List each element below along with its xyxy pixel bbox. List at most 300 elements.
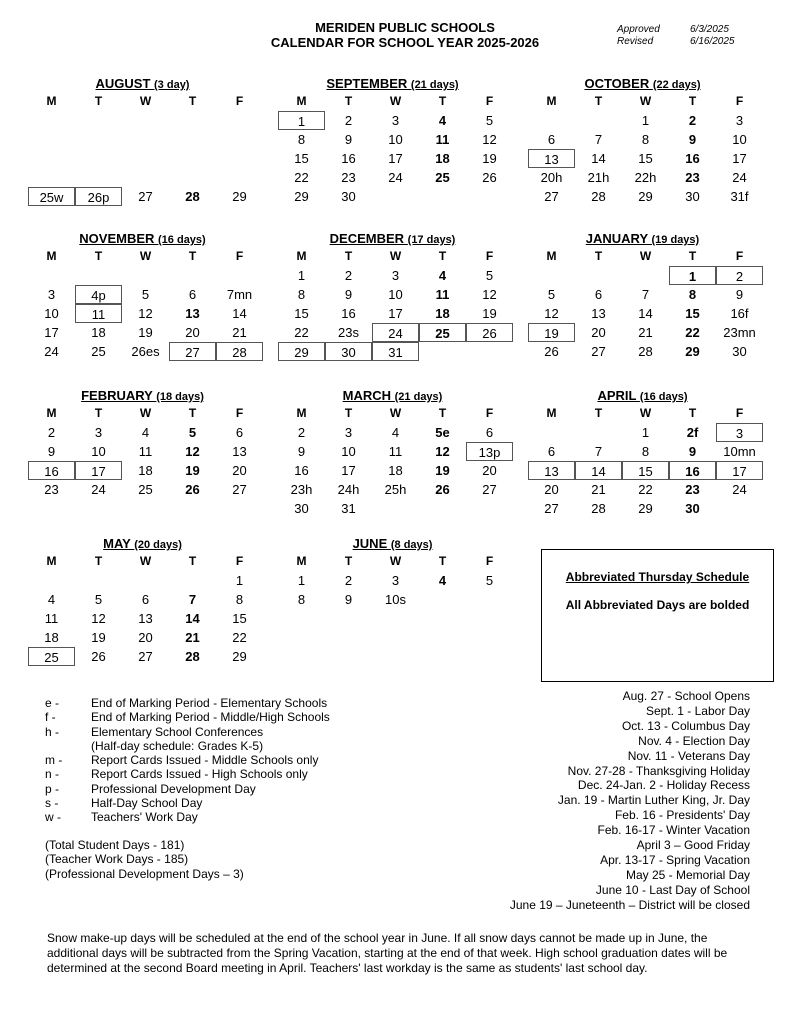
weekday-header: M: [546, 94, 557, 108]
legend-item: [45, 796, 330, 810]
day-cell: 22: [685, 325, 700, 340]
legend-code: m -: [45, 753, 63, 768]
day-cell: 26: [91, 649, 106, 664]
day-cell: 3: [735, 113, 744, 128]
day-cell: 17: [75, 461, 122, 480]
day-cell: 28: [185, 189, 200, 204]
weekday-header: M: [46, 94, 57, 108]
day-cell: 3: [94, 425, 103, 440]
day-cell: 13: [232, 444, 247, 459]
day-cell: 10mn: [723, 444, 756, 459]
weekday-header: M: [296, 406, 307, 420]
empty-cell: [28, 266, 75, 285]
day-cell: 4: [141, 425, 150, 440]
day-cell: 2: [297, 425, 306, 440]
weekday-header: M: [296, 554, 307, 568]
month-name: APRIL: [597, 388, 640, 403]
month-november: [20, 230, 265, 361]
day-cell: 5: [547, 287, 556, 302]
month-march: [270, 387, 515, 518]
day-cell: 9: [344, 132, 353, 147]
weekday-header: F: [485, 406, 494, 420]
day-cell: 9: [688, 444, 697, 459]
day-cell: 10s: [385, 592, 406, 607]
day-cell: 20: [482, 463, 497, 478]
month-day-count: (17 days): [407, 234, 456, 246]
day-cell: 12: [544, 306, 559, 321]
day-cell: 15: [622, 461, 669, 480]
month-october: [520, 75, 765, 206]
day-cell: 24: [91, 482, 106, 497]
day-cell: 20: [232, 463, 247, 478]
month-name: NOVEMBER: [79, 231, 159, 246]
day-cell: 7: [641, 287, 650, 302]
weekday-header: W: [139, 94, 152, 108]
month-day-count: (20 days): [134, 539, 182, 551]
weekday-header: T: [94, 406, 103, 420]
day-cell: 11: [388, 444, 403, 459]
day-cell: 23: [685, 482, 700, 497]
day-cell: 12: [185, 444, 200, 459]
empty-cell: [75, 168, 122, 187]
day-cell: 25h: [384, 482, 407, 497]
day-cell: 19: [435, 463, 450, 478]
month-day-count: (21 days): [394, 391, 443, 403]
month-grid: [528, 92, 765, 206]
day-cell: 19: [138, 325, 153, 340]
weekday-header: W: [389, 554, 402, 568]
day-cell: 28: [216, 342, 263, 361]
day-cell: 26es: [131, 344, 160, 359]
weekday-header: F: [735, 406, 744, 420]
weekday-header: T: [688, 249, 697, 263]
day-cell: 20: [591, 325, 606, 340]
legend-item: [45, 810, 330, 824]
day-cell: 18: [91, 325, 106, 340]
day-cell: 13: [528, 461, 575, 480]
month-april: [520, 387, 765, 518]
day-cell: 11: [75, 304, 122, 323]
day-cell: 17: [388, 306, 403, 321]
empty-cell: [75, 111, 122, 130]
day-cell: 4: [391, 425, 400, 440]
month-day-count: (19 days): [651, 234, 700, 246]
day-cell: 26: [466, 323, 513, 342]
empty-cell: [419, 499, 466, 518]
empty-cell: [216, 266, 263, 285]
month-day-count: (16 days): [158, 234, 206, 246]
weekday-header: F: [485, 554, 494, 568]
month-grid: [278, 552, 515, 609]
weekday-header: W: [139, 249, 152, 263]
calendar-title: CALENDAR FOR SCHOOL YEAR 2025-2026: [270, 35, 540, 50]
holiday-item: Aug. 27 - School Opens: [622, 689, 750, 703]
empty-cell: [169, 130, 216, 149]
day-cell: 27: [482, 482, 497, 497]
day-cell: 30: [341, 189, 356, 204]
legend-text: End of Marking Period - Middle/High Schools: [91, 710, 330, 725]
day-cell: 9: [688, 132, 697, 147]
day-cell: 9: [47, 444, 56, 459]
day-cell: 7mn: [226, 287, 253, 302]
weekday-header: T: [594, 406, 603, 420]
day-cell: 5e: [435, 425, 450, 440]
day-cell: 27: [138, 189, 153, 204]
day-cell: 7: [188, 592, 197, 607]
holiday-item: Nov. 4 - Election Day: [638, 733, 750, 748]
day-cell: 2: [688, 113, 697, 128]
weekday-header: T: [344, 406, 353, 420]
month-title: [520, 75, 765, 92]
day-cell: 25: [419, 323, 466, 342]
day-cell: 10: [732, 132, 747, 147]
day-cell: 11: [435, 287, 450, 302]
day-cell: 29: [232, 189, 247, 204]
weekday-header: M: [46, 249, 57, 263]
weekday-header: T: [94, 94, 103, 108]
day-cell: 19: [91, 630, 106, 645]
day-cell: 9: [735, 287, 744, 302]
weekday-header: T: [188, 554, 197, 568]
month-title: [20, 230, 265, 247]
day-cell: 6: [547, 132, 556, 147]
weekday-header: F: [485, 94, 494, 108]
month-name: OCTOBER: [584, 76, 653, 91]
day-cell: 3: [391, 113, 400, 128]
district-name: MERIDEN PUBLIC SCHOOLS: [315, 20, 495, 35]
empty-cell: [528, 266, 575, 285]
day-cell: 16: [28, 461, 75, 480]
day-cell: 15: [638, 151, 653, 166]
day-cell: 9: [297, 444, 306, 459]
empty-cell: [575, 111, 622, 130]
empty-cell: [169, 168, 216, 187]
weekday-header: T: [94, 554, 103, 568]
month-day-count: (8 days): [390, 539, 433, 551]
empty-cell: [75, 130, 122, 149]
empty-cell: [169, 149, 216, 168]
month-title: [20, 535, 265, 552]
day-cell: 24: [732, 482, 747, 497]
month-title: [20, 387, 265, 404]
abbreviated-schedule-title: Abbreviated Thursday Schedule: [565, 570, 750, 584]
day-cell: 29: [685, 344, 700, 359]
day-cell: 22h: [634, 170, 657, 185]
weekday-header: F: [735, 249, 744, 263]
empty-cell: [419, 590, 466, 609]
day-cell: 4: [47, 592, 56, 607]
day-cell: 18: [388, 463, 403, 478]
weekday-header: F: [235, 249, 244, 263]
revised-date: 6/16/2025: [690, 36, 735, 47]
day-cell: 13p: [466, 442, 513, 461]
day-cell: 18: [435, 151, 450, 166]
day-cell: 15: [294, 151, 309, 166]
empty-cell: [169, 571, 216, 590]
day-cell: 25: [138, 482, 153, 497]
legend-text: (Half-day schedule: Grades K-5): [91, 738, 264, 753]
weekday-header: T: [188, 94, 197, 108]
month-day-count: (21 days): [410, 79, 459, 91]
month-day-count: (22 days): [652, 79, 701, 91]
total-line: (Teacher Work Days - 185): [45, 852, 189, 867]
day-cell: 19: [482, 306, 497, 321]
day-cell: 6: [188, 287, 197, 302]
snow-makeup-notes: Snow make-up days will be scheduled at the end of the school year in June. If all snow days cannot be made up in June, the additional days will be subtracted from the Spring Vacation, starting at the end of that week. High school graduation dates will be determined at the second Board meeting in April. Teachers' last workday is the same as students' last school day.: [47, 931, 728, 975]
month-day-count: (18 days): [156, 391, 204, 403]
day-cell: 12: [138, 306, 153, 321]
day-cell: 8: [641, 132, 650, 147]
day-cell: 9: [344, 592, 353, 607]
day-cell: 29: [232, 649, 247, 664]
legend-item: [45, 767, 330, 781]
month-name: MAY: [103, 536, 135, 551]
empty-cell: [216, 168, 263, 187]
day-cell: 3: [47, 287, 56, 302]
weekday-header: F: [735, 94, 744, 108]
month-name: MARCH: [342, 388, 395, 403]
day-cell: 8: [235, 592, 244, 607]
day-cell: 17: [388, 151, 403, 166]
day-cell: 10: [91, 444, 106, 459]
month-day-count: (16 days): [639, 391, 688, 403]
holiday-item: Dec. 24-Jan. 2 - Holiday Recess: [577, 778, 750, 793]
day-cell: 6: [485, 425, 494, 440]
day-cell: 17: [44, 325, 59, 340]
month-august: [20, 75, 265, 206]
month-title: [270, 535, 515, 552]
empty-cell: [528, 423, 575, 442]
empty-cell: [216, 130, 263, 149]
day-cell: 25w: [28, 187, 75, 206]
month-title: [520, 387, 765, 404]
empty-cell: [122, 130, 169, 149]
day-cell: 1: [235, 573, 244, 588]
day-cell: 12: [482, 132, 497, 147]
total-line: (Professional Development Days – 3): [45, 866, 244, 881]
legend-text: Half-Day School Day: [91, 796, 203, 811]
day-cell: 26: [435, 482, 450, 497]
day-cell: 26: [482, 170, 497, 185]
day-cell: 6: [547, 444, 556, 459]
day-cell: 14: [232, 306, 247, 321]
empty-cell: [466, 187, 513, 206]
day-cell: 29: [278, 342, 325, 361]
day-cell: 8: [641, 444, 650, 459]
day-cell: 15: [685, 306, 700, 321]
day-cell: 1: [669, 266, 716, 285]
empty-cell: [372, 499, 419, 518]
day-cell: 24: [732, 170, 747, 185]
empty-cell: [75, 149, 122, 168]
weekday-header: W: [639, 406, 652, 420]
holiday-item: Oct. 13 - Columbus Day: [621, 718, 750, 733]
legend-text: Report Cards Issued - High Schools only: [91, 767, 308, 782]
day-cell: 16f: [730, 306, 749, 321]
empty-cell: [122, 571, 169, 590]
empty-cell: [122, 266, 169, 285]
day-cell: 19: [528, 323, 575, 342]
day-cell: 11: [138, 444, 153, 459]
legend-text: End of Marking Period - Elementary Schools: [91, 696, 328, 710]
month-title: [520, 230, 765, 247]
day-cell: 30: [294, 501, 309, 516]
day-cell: 30: [732, 344, 747, 359]
day-cell: 10: [44, 306, 59, 321]
day-cell: 15: [232, 611, 247, 626]
holiday-item: Jan. 19 - Martin Luther King, Jr. Day: [557, 793, 750, 808]
legend-code: w -: [45, 810, 61, 825]
day-cell: 10: [388, 132, 403, 147]
day-cell: 21: [591, 482, 606, 497]
month-grid: [278, 404, 515, 518]
holiday-item: Nov. 11 - Veterans Day: [627, 748, 750, 763]
day-cell: 10: [341, 444, 356, 459]
month-grid: [28, 92, 265, 206]
empty-cell: [122, 149, 169, 168]
day-cell: 24h: [337, 482, 360, 497]
weekday-header: W: [139, 406, 152, 420]
day-cell: 5: [485, 268, 494, 283]
weekday-header: M: [296, 249, 307, 263]
day-cell: 13: [591, 306, 606, 321]
empty-cell: [28, 168, 75, 187]
day-cell: 12: [482, 287, 497, 302]
weekday-header: W: [139, 554, 152, 568]
day-cell: 25: [91, 344, 106, 359]
month-grid: [28, 404, 265, 499]
day-cell: 18: [44, 630, 59, 645]
day-cell: 23: [44, 482, 59, 497]
empty-cell: [216, 149, 263, 168]
day-cell: 5: [188, 425, 197, 440]
day-cell: 17: [716, 461, 763, 480]
month-grid: [528, 404, 765, 518]
day-cell: 5: [141, 287, 150, 302]
weekday-header: T: [344, 554, 353, 568]
day-cell: 4: [438, 113, 447, 128]
month-name: JANUARY: [585, 231, 652, 246]
day-cell: 24: [388, 170, 403, 185]
day-cell: 8: [297, 132, 306, 147]
empty-cell: [169, 111, 216, 130]
day-cell: 16: [685, 151, 700, 166]
day-cell: 1: [297, 573, 306, 588]
day-cell: 23: [341, 170, 356, 185]
month-june: [270, 535, 515, 609]
day-cell: 21: [638, 325, 653, 340]
weekday-header: W: [639, 249, 652, 263]
day-cell: 19: [185, 463, 200, 478]
legend: [45, 696, 330, 825]
month-january: [520, 230, 765, 361]
day-cell: 28: [185, 649, 200, 664]
approved-label: Approved: [617, 24, 660, 35]
month-february: [20, 387, 265, 499]
weekday-header: W: [639, 94, 652, 108]
empty-cell: [419, 342, 466, 361]
day-cell: 7: [594, 132, 603, 147]
weekday-header: T: [688, 406, 697, 420]
weekday-header: M: [546, 406, 557, 420]
legend-item: [45, 739, 330, 753]
day-cell: 16: [341, 151, 356, 166]
day-cell: 28: [591, 189, 606, 204]
day-cell: 24: [372, 323, 419, 342]
day-cell: 6: [141, 592, 150, 607]
legend-item: [45, 753, 330, 767]
day-cell: 27: [544, 189, 559, 204]
month-name: AUGUST: [95, 76, 155, 91]
day-cell: 31: [341, 501, 356, 516]
day-cell: 26: [185, 482, 200, 497]
day-cell: 26p: [75, 187, 122, 206]
weekday-header: F: [235, 406, 244, 420]
legend-code: h -: [45, 724, 60, 739]
day-cell: 6: [594, 287, 603, 302]
weekday-header: T: [438, 554, 447, 568]
legend-text: Elementary School Conferences: [91, 724, 264, 739]
holiday-item: Feb. 16-17 - Winter Vacation: [597, 823, 750, 838]
weekday-header: T: [188, 406, 197, 420]
legend-code: f -: [45, 710, 56, 725]
day-cell: 16: [294, 463, 309, 478]
day-cell: 14: [638, 306, 653, 321]
day-cell: 29: [294, 189, 309, 204]
day-cell: 14: [575, 461, 622, 480]
month-grid: [278, 247, 515, 361]
empty-cell: [216, 111, 263, 130]
weekday-header: T: [594, 249, 603, 263]
day-cell: 13: [138, 611, 153, 626]
empty-cell: [466, 342, 513, 361]
day-cell: 22: [232, 630, 247, 645]
day-cell: 23s: [338, 325, 359, 340]
day-cell: 6: [235, 425, 244, 440]
day-cell: 30: [325, 342, 372, 361]
weekday-header: T: [438, 94, 447, 108]
empty-cell: [466, 590, 513, 609]
day-cell: 4: [438, 573, 447, 588]
holiday-list: [510, 689, 750, 913]
day-cell: 27: [232, 482, 247, 497]
day-cell: 3: [391, 573, 400, 588]
holiday-item: Nov. 27-28 - Thanksgiving Holiday: [567, 763, 750, 778]
day-cell: 20: [544, 482, 559, 497]
weekday-header: T: [594, 94, 603, 108]
weekday-header: F: [485, 249, 494, 263]
legend-code: n -: [45, 767, 60, 782]
empty-cell: [716, 499, 763, 518]
abbreviated-schedule-note: All Abbreviated Days are bolded: [565, 598, 750, 612]
weekday-header: T: [438, 249, 447, 263]
day-cell: 14: [591, 151, 606, 166]
empty-cell: [372, 187, 419, 206]
day-cell: 2f: [686, 425, 699, 440]
day-cell: 31f: [730, 189, 749, 204]
legend-text: Teachers' Work Day: [91, 810, 198, 825]
day-cell: 4: [438, 268, 447, 283]
day-cell: 8: [297, 287, 306, 302]
weekday-header: M: [46, 554, 57, 568]
day-cell: 27: [138, 649, 153, 664]
day-cell: 20: [138, 630, 153, 645]
day-cell: 22: [638, 482, 653, 497]
month-grid: [528, 247, 765, 361]
day-cell: 13: [185, 306, 200, 321]
weekday-header: W: [389, 406, 402, 420]
day-cell: 26: [544, 344, 559, 359]
